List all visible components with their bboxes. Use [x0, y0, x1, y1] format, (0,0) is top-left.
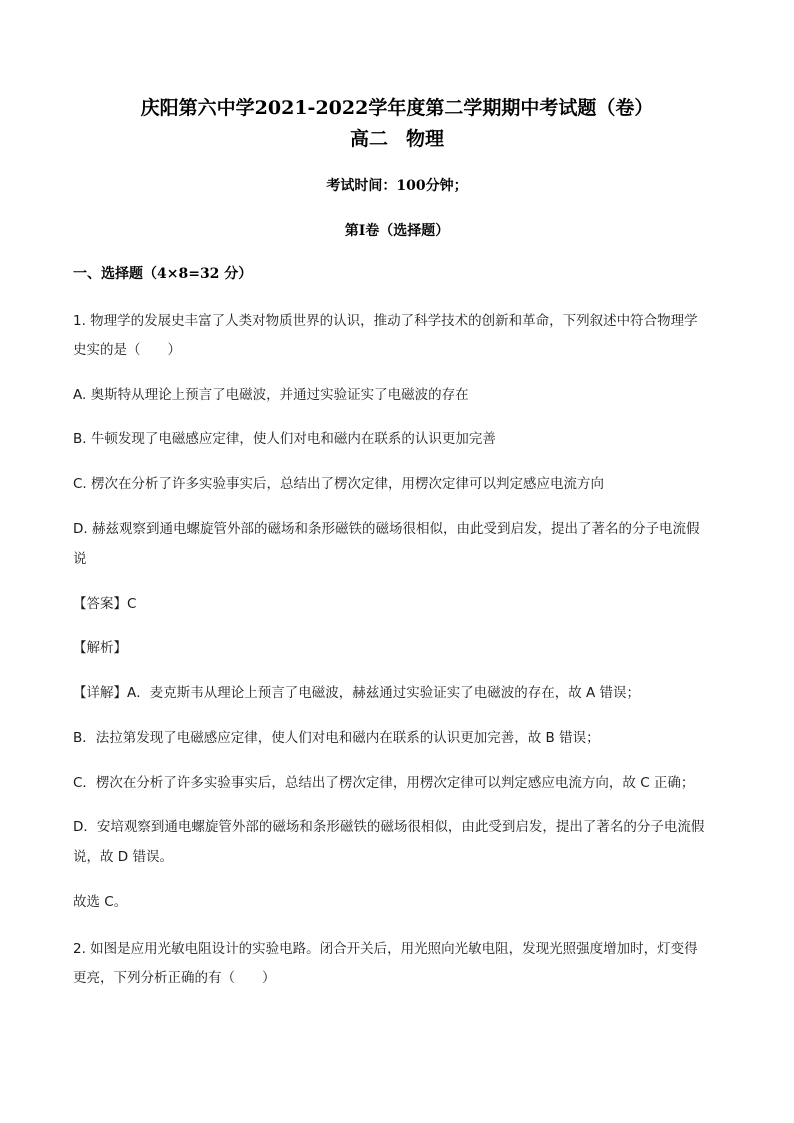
- question-1-detail-d-line-1: D．安培观察到通电螺旋管外部的磁场和条形磁铁的磁场很相似，由此受到启发，提出了著名的分子电流假: [73, 819, 705, 835]
- question-1-option-c: C. 楞次在分析了许多实验事实后，总结出了楞次定律，用楞次定律可以判定感应电流方向: [73, 476, 605, 492]
- question-1-detail-a: [73, 683, 733, 703]
- section-heading: 一、选择题（4×8=32 分）: [73, 266, 253, 282]
- question-1-stem-line-2: 史实的是（ ）: [73, 342, 181, 358]
- question-1-answer: [73, 594, 733, 614]
- subject-label: 物理: [406, 128, 445, 150]
- grade-label: 高二: [349, 128, 388, 150]
- question-1-detail-b: B．法拉第发现了电磁感应定律，使人们对电和磁内在联系的认识更加完善，故 B 错误；: [73, 730, 600, 746]
- subject-heading: [0, 126, 794, 152]
- question-1-conclusion: 故选 C。: [73, 894, 128, 910]
- answer-label: 【答案】: [73, 596, 127, 612]
- answer-value: C: [127, 596, 137, 612]
- question-1-stem-line-1: 1. 物理学的发展史丰富了人类对物质世界的认识，推动了科学技术的创新和革命，下列叙述中符合物理学: [73, 313, 698, 329]
- question-2-stem-line-2: 更亮，下列分析正确的有（ ）: [73, 970, 276, 986]
- detail-label: 【详解】: [73, 685, 127, 701]
- exam-title: 庆阳第六中学2021-2022学年度第二学期期中考试题（卷）: [140, 97, 654, 119]
- question-1-analysis-label: 【解析】: [73, 640, 127, 656]
- question-1-detail-c: C．楞次在分析了许多实验事实后，总结出了楞次定律，用楞次定律可以判定感应电流方向，故 C 正确；: [73, 775, 695, 791]
- volume-heading: 第I卷（选择题）: [344, 223, 450, 239]
- question-2-stem-line-1: 2. 如图是应用光敏电阻设计的实验电路。闭合开关后，用光照向光敏电阻，发现光照强度增加时，灯变得: [73, 941, 698, 957]
- question-1-option-a: A. 奥斯特从理论上预言了电磁波，并通过实验证实了电磁波的存在: [73, 387, 469, 403]
- question-1-option-d-line-1: D. 赫兹观察到通电螺旋管外部的磁场和条形磁铁的磁场很相似，由此受到启发，提出了著名的分子电流假: [73, 521, 700, 537]
- question-1-option-b: B. 牛顿发现了电磁感应定律，使人们对电和磁内在联系的认识更加完善: [73, 431, 496, 447]
- detail-a-text: A．麦克斯韦从理论上预言了电磁波，赫兹通过实验证实了电磁波的存在，故 A 错误；: [127, 685, 641, 701]
- exam-time: 考试时间：100分钟；: [326, 178, 468, 194]
- question-1-detail-d-line-2: 说，故 D 错误。: [73, 849, 173, 865]
- question-1-option-d-line-2: 说: [73, 551, 87, 567]
